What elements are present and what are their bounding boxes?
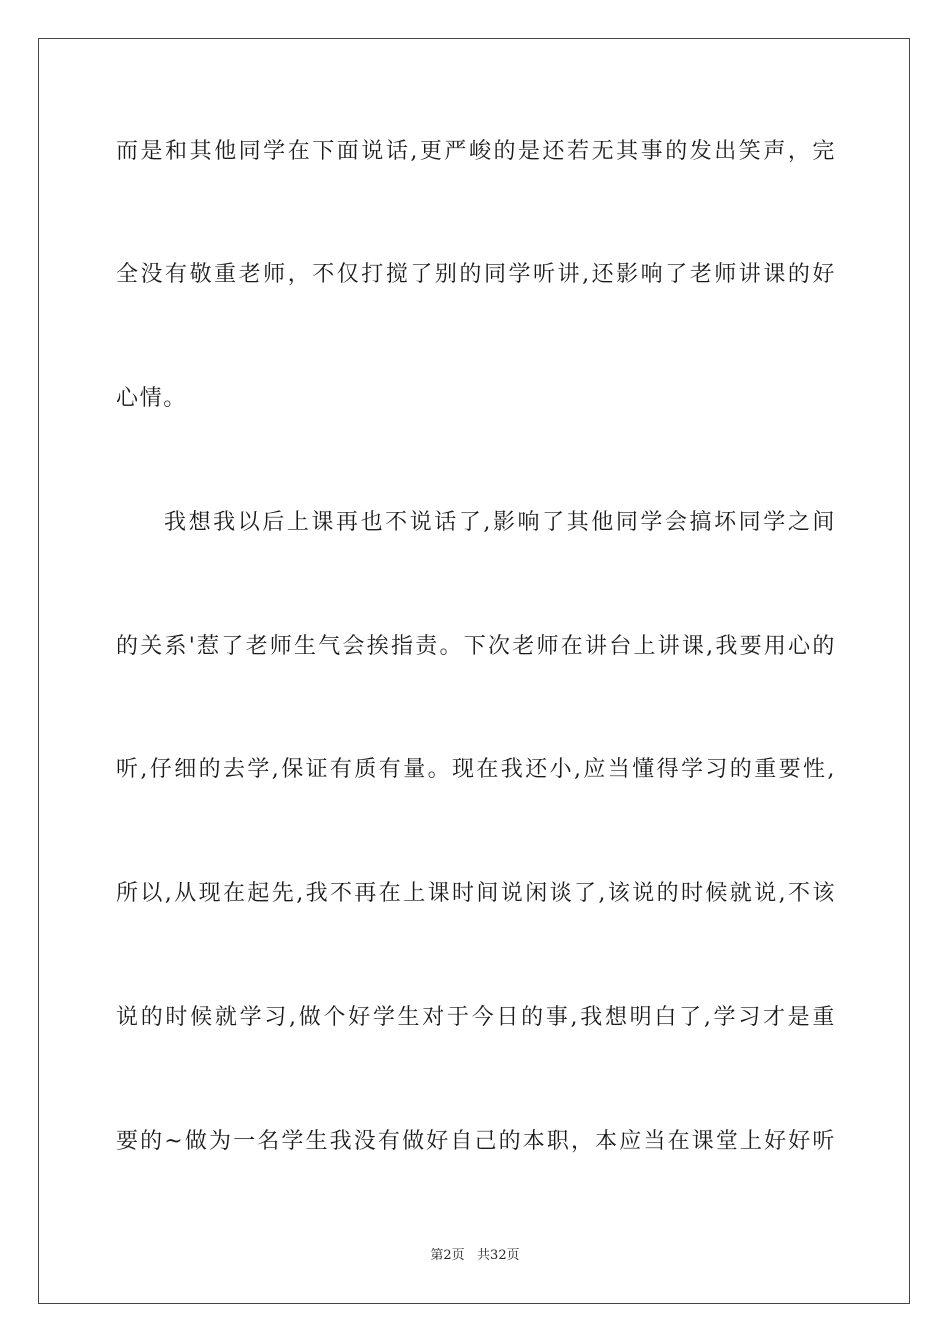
page-number-footer: 第2页 共32页: [430, 1248, 520, 1263]
page-border: [38, 38, 910, 1304]
body-line-2: 全没有敬重老师，不仅打搅了别的同学听讲,还影响了老师讲课的好: [116, 262, 836, 287]
body-line-4: 我想我以后上课再也不说话了,影响了其他同学会搞坏同学之间: [164, 510, 836, 535]
body-line-7: 所以,从现在起先,我不再在上课时间说闲谈了,该说的时候就说,不该: [116, 881, 836, 906]
body-line-3: 心情。: [116, 386, 187, 411]
body-line-1: 而是和其他同学在下面说话,更严峻的是还若无其事的发出笑声，完: [116, 139, 836, 164]
body-line-9: 要的~做为一名学生我没有做好自己的本职，本应当在课堂上好好听: [116, 1129, 836, 1154]
body-line-6: 听,仔细的去学,保证有质有量。现在我还小,应当懂得学习的重要性,: [116, 757, 836, 782]
body-line-8: 说的时候就学习,做个好学生对于今日的事,我想明白了,学习才是重: [116, 1005, 836, 1030]
body-line-5: 的关系'惹了老师生气会挨指责。下次老师在讲台上讲课,我要用心的: [116, 634, 836, 659]
